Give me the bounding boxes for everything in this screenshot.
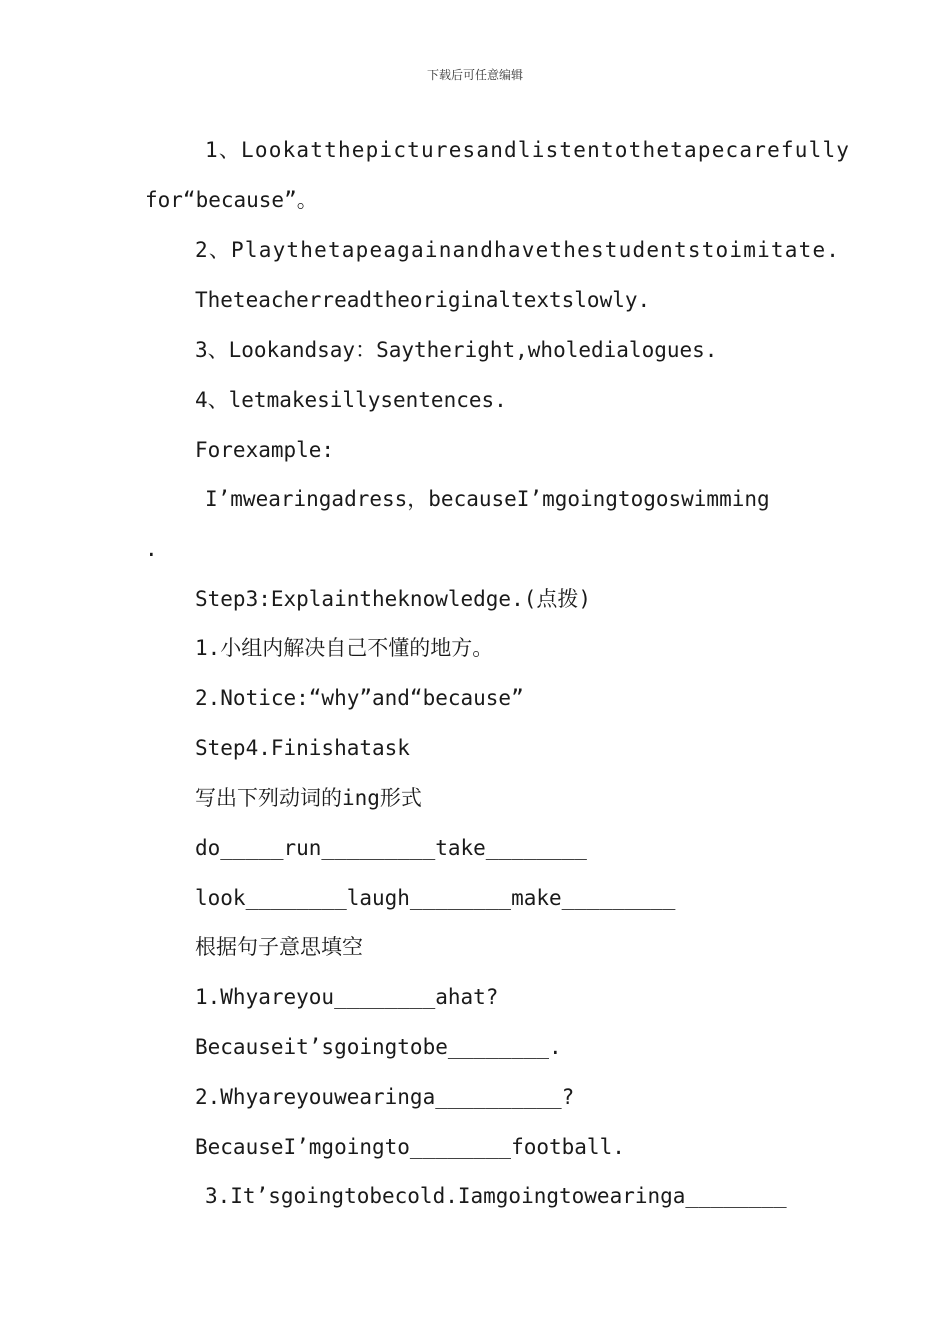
step-line-1: 1、Lookatthepicturesandlistentothetapecarefully xyxy=(205,138,851,162)
exercise-2-a2: BecauseI’mgoingto________football. xyxy=(195,1135,625,1159)
step-line-2: 2、Playthetapeagainandhavethestudentstoimitate. xyxy=(195,238,841,262)
step3-heading: Step3:Explaintheknowledge.(点拨) xyxy=(195,587,592,611)
exercise-1-row-1: do_____run_________take________ xyxy=(195,836,587,860)
exercise-2-a1: Becauseit’sgoingtobe________. xyxy=(195,1035,562,1059)
exercise-1-title: 写出下列动词的ing形式 xyxy=(195,786,422,810)
step-line-2-cont: Theteacherreadtheoriginaltextslowly. xyxy=(195,288,651,312)
exercise-1-row-2: look________laugh________make_________ xyxy=(195,886,676,910)
exercise-2-title: 根据句子意思填空 xyxy=(195,935,363,959)
example-label: Forexample: xyxy=(195,438,335,462)
step-line-3: 3、Lookandsay：Saytheright,wholedialogues. xyxy=(195,338,718,362)
exercise-2-q3: 3.It’sgoingtobecold.Iamgoingtowearinga________ xyxy=(205,1184,787,1208)
step3-item-1: 1.小组内解决自己不懂的地方。 xyxy=(195,636,494,660)
step4-heading: Step4.Finishatask xyxy=(195,736,410,760)
step-line-4: 4、letmakesillysentences. xyxy=(195,388,507,412)
exercise-2-q2: 2.Whyareyouwearinga__________? xyxy=(195,1085,575,1109)
exercise-2-q1: 1.Whyareyou________ahat? xyxy=(195,985,499,1009)
step3-item-2: 2.Notice:“why”and“because” xyxy=(195,686,524,710)
page-header: 下载后可任意编辑 xyxy=(426,68,523,82)
example-sentence-end: . xyxy=(145,537,158,561)
step-line-1-cont: for“because”。 xyxy=(145,188,318,212)
example-sentence: I’mwearingadress，becauseI’mgoingtogoswimming xyxy=(205,487,770,511)
